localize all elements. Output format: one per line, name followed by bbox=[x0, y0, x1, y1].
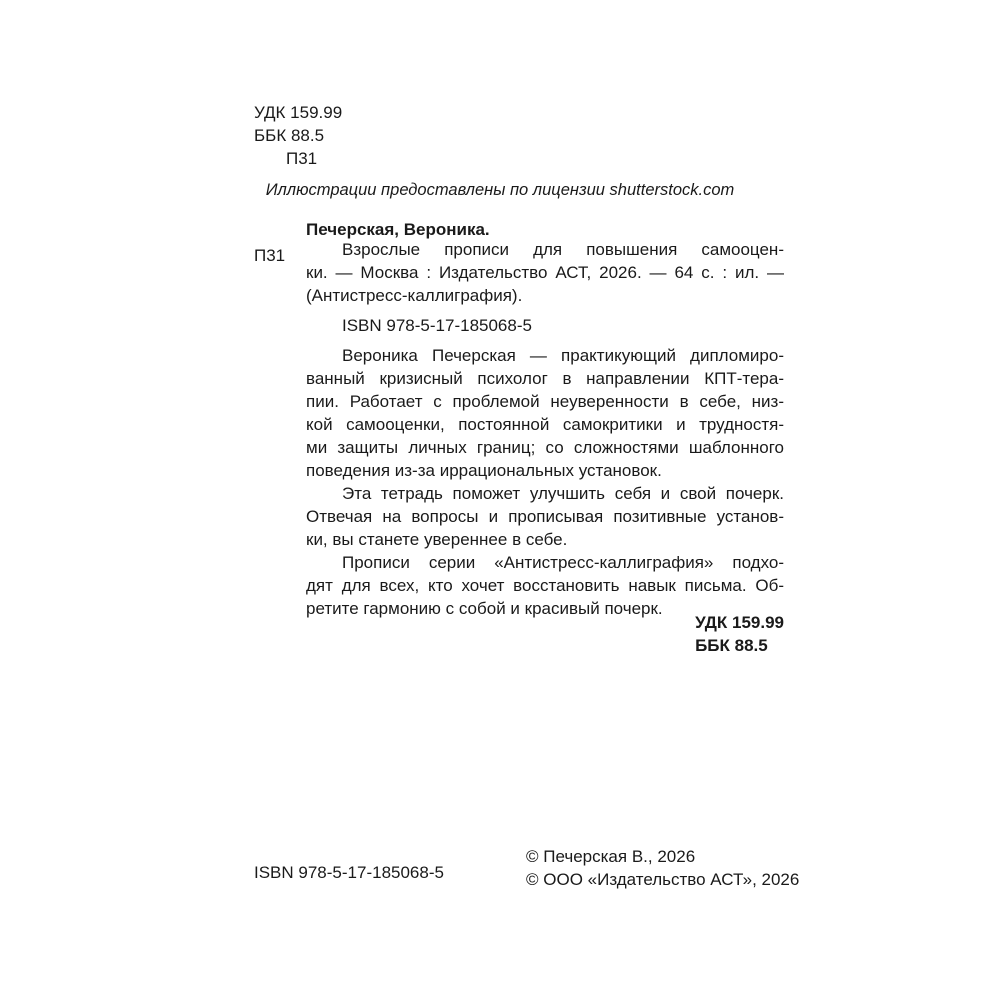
title-line: (Антистресс-каллиграфия). bbox=[306, 286, 523, 305]
record-isbn: ISBN 978-5-17-185068-5 bbox=[342, 316, 532, 335]
illustrations-license-note: Иллюстрации предоставлены по лицензии shutterstock.com bbox=[265, 181, 735, 199]
copyright-author: © Печерская В., 2026 bbox=[526, 847, 696, 866]
classification-right bbox=[695, 611, 784, 657]
record-cipher: П31 bbox=[254, 246, 286, 265]
copyright-publisher: © ООО «Издательство АСТ», 2026 bbox=[526, 870, 800, 889]
bbk-code-bold: ББК 88.5 bbox=[695, 636, 768, 655]
annotation-text bbox=[306, 344, 784, 620]
annotation-line: Прописи серии «Антистресс-каллиграфия» подхо- bbox=[342, 553, 784, 572]
record-author: Печерская, Вероника. bbox=[306, 220, 490, 239]
title-line: ки. — Москва : Издательство АСТ, 2026. — 64 с. : ил. — bbox=[306, 263, 784, 282]
footer-isbn: ISBN 978-5-17-185068-5 bbox=[254, 863, 444, 882]
header-classification-codes bbox=[254, 101, 342, 170]
annotation-line: ки, вы станете увереннее в себе. bbox=[306, 530, 568, 549]
annotation-line: Вероника Печерская — практикующий дипломиро- bbox=[342, 346, 784, 365]
annotation-line: поведения из-за иррациональных установок. bbox=[306, 461, 662, 480]
record-title-block bbox=[306, 238, 784, 307]
annotation-line: кой самооценки, постоянной самокритики и трудностя- bbox=[306, 415, 784, 434]
annotation-line: ванный кризисный психолог в направлении КПТ-тера- bbox=[306, 369, 784, 388]
udk-code: УДК 159.99 bbox=[254, 103, 343, 122]
copyright-block bbox=[526, 845, 799, 891]
bbk-code: ББК 88.5 bbox=[254, 126, 325, 145]
annotation-line: пии. Работает с проблемой неуверенности в себе, низ- bbox=[306, 392, 784, 411]
annotation-line: ретите гармонию с собой и красивый почерк. bbox=[306, 599, 663, 618]
annotation-line: дят для всех, кто хочет восстановить навык письма. Об- bbox=[306, 576, 784, 595]
annotation-line: ми защиты личных границ; со сложностями шаблонного bbox=[306, 438, 784, 457]
title-line: Взрослые прописи для повышения самооцен- bbox=[342, 240, 784, 259]
author-cipher: П31 bbox=[286, 149, 318, 168]
annotation-line: Отвечая на вопросы и прописывая позитивные установ- bbox=[306, 507, 784, 526]
udk-code-bold: УДК 159.99 bbox=[695, 613, 784, 632]
annotation-line: Эта тетрадь поможет улучшить себя и свой почерк. bbox=[342, 484, 784, 503]
